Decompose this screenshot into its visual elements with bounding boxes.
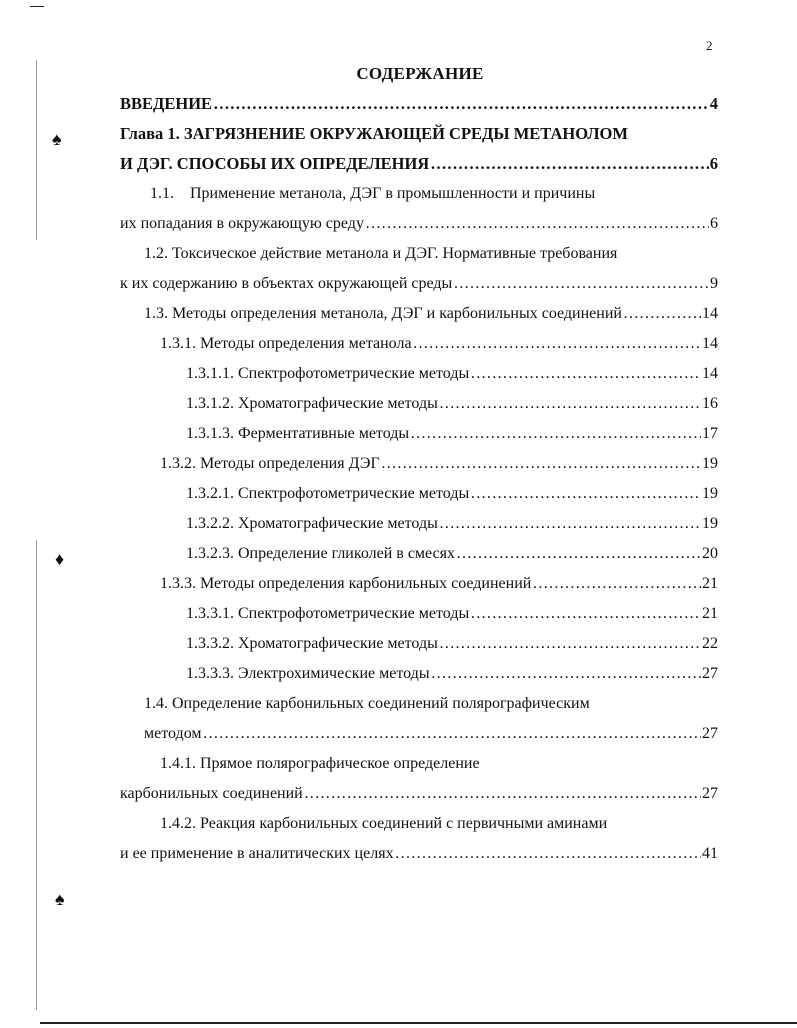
toc-entry-text: И ДЭГ. СПОСОБЫ ИХ ОПРЕДЕЛЕНИЯ	[120, 154, 430, 173]
toc-entry-text: 1.4. Определение карбонильных соединений полярографическим	[144, 695, 590, 712]
toc-entry-page: 27	[702, 785, 718, 802]
toc-entry	[144, 693, 590, 715]
toc-entry-text: 1.3.1.1. Спектрофотометрические методы	[186, 365, 470, 382]
toc-entry-page: 14	[702, 365, 718, 382]
toc-entry	[120, 153, 718, 175]
toc-entry	[186, 393, 718, 415]
toc-entry	[144, 243, 617, 265]
toc-entry	[160, 333, 718, 355]
scan-edge-top	[30, 6, 44, 7]
toc-entry	[120, 783, 718, 805]
toc-entry-text: к их содержанию в объектах окружающей среды	[120, 275, 453, 292]
toc-entry	[120, 213, 718, 235]
toc-entry	[120, 123, 628, 145]
toc-leader-dots	[453, 273, 709, 295]
toc-leader-dots	[470, 603, 701, 625]
punch-hole-mark-3: ♠	[55, 889, 65, 909]
toc-entry-text: 1.2. Токсическое действие метанола и ДЭГ. Нормативные требования	[144, 245, 618, 262]
toc-entry	[144, 303, 718, 325]
toc-entry-text: 1.3.2. Методы определения ДЭГ	[160, 455, 380, 472]
toc-entry	[186, 633, 718, 655]
toc-leader-dots	[410, 423, 701, 445]
toc-entry	[186, 543, 718, 565]
toc-leader-dots	[395, 843, 701, 865]
toc-leader-dots	[381, 453, 701, 475]
toc-entry-page: 19	[702, 455, 718, 472]
toc-leader-dots	[623, 303, 701, 325]
toc-entry-page: 19	[702, 485, 718, 502]
toc-entry-page: 20	[702, 545, 718, 562]
toc-entry-page: 14	[702, 305, 718, 322]
toc-leader-dots	[470, 363, 701, 385]
toc-entry-text: 1.3.1. Методы определения метанола	[160, 335, 412, 352]
toc-entry-text: 1.3.3.1. Спектрофотометрические методы	[186, 605, 470, 622]
toc-entry	[186, 483, 718, 505]
toc-leader-dots	[532, 573, 701, 595]
toc-entry-text: 1.3. Методы определения метанола, ДЭГ и карбонильных соединений	[144, 305, 622, 322]
punch-hole-mark-1: ♠	[52, 129, 62, 149]
toc-entry-text: 1.3.1.2. Хроматографические методы	[186, 395, 438, 412]
toc-entry-text: Глава 1. ЗАГРЯЗНЕНИЕ ОКРУЖАЮЩЕЙ СРЕДЫ МЕТАНОЛОМ	[120, 124, 628, 143]
toc-leader-dots	[304, 783, 701, 805]
toc-entry-page: 9	[710, 275, 718, 292]
toc-entry-page: 6	[710, 215, 718, 232]
toc-entry	[186, 423, 718, 445]
toc-leader-dots	[413, 333, 701, 355]
toc-leader-dots	[430, 153, 709, 175]
toc-entry	[160, 813, 607, 835]
toc-entry-text: 1.4.1. Прямое полярографическое определение	[160, 755, 480, 772]
toc-entry-text: 1.3.1.3. Ферментативные методы	[186, 425, 410, 442]
toc-entry-page: 14	[702, 335, 718, 352]
toc-entry	[160, 453, 718, 475]
toc-entry-page: 4	[709, 94, 718, 113]
toc-entry	[120, 273, 718, 295]
toc-entry-page: 21	[702, 605, 718, 622]
toc-leader-dots	[213, 93, 709, 115]
toc-entry-text: и ее применение в аналитических целях	[120, 845, 394, 862]
toc-entry-page: 21	[702, 575, 718, 592]
toc-entry-page: 22	[702, 635, 718, 652]
toc-entry-text: карбонильных соединений	[120, 785, 303, 802]
toc-leader-dots	[431, 663, 701, 685]
toc-leader-dots	[439, 513, 701, 535]
scan-edge-left-lower	[36, 540, 37, 1010]
toc-entry	[160, 753, 480, 775]
page-number: 2	[706, 38, 713, 53]
toc-entry-text: 1.3.2.3. Определение гликолей в смесях	[186, 545, 455, 562]
toc-entry-page: 27	[702, 665, 718, 682]
toc-entry	[186, 363, 718, 385]
toc-entry-text: 1.1. Применение метанола, ДЭГ в промышленности и причины	[150, 185, 596, 202]
toc-entry-page: 17	[702, 425, 718, 442]
toc-leader-dots	[203, 723, 701, 745]
toc-entry	[186, 513, 718, 535]
toc-entry-text: методом	[144, 725, 202, 742]
toc-entry-text: 1.3.3.3. Электрохимические методы	[186, 665, 430, 682]
toc-entry-text: 1.3.2.1. Спектрофотометрические методы	[186, 485, 470, 502]
toc-entry-text: 1.3.3. Методы определения карбонильных соединений	[160, 575, 532, 592]
toc-entry-text: 1.3.3.2. Хроматографические методы	[186, 635, 438, 652]
toc-entry-page: 41	[702, 845, 718, 862]
toc-entry-page: 27	[702, 725, 718, 742]
toc-entry-text: их попадания в окружающую среду	[120, 215, 364, 232]
toc-entry	[120, 93, 718, 115]
toc-entry	[150, 183, 595, 205]
toc-entry-text: 1.3.2.2. Хроматографические методы	[186, 515, 438, 532]
toc-entry-page: 6	[709, 154, 718, 173]
toc-leader-dots	[365, 213, 709, 235]
toc-entry	[186, 603, 718, 625]
toc-leader-dots	[439, 633, 701, 655]
toc-title: СОДЕРЖАНИЕ	[356, 64, 484, 83]
toc-entry-page: 19	[702, 515, 718, 532]
toc-leader-dots	[456, 543, 701, 565]
scan-edge-bottom	[40, 1022, 797, 1024]
scan-edge-left	[36, 60, 37, 240]
toc-leader-dots	[470, 483, 701, 505]
punch-hole-mark-2: ♦	[55, 549, 65, 569]
toc-entry-page: 16	[702, 395, 718, 412]
toc-entry-text: 1.4.2. Реакция карбонильных соединений с первичными аминами	[160, 815, 608, 832]
toc-entry-text: ВВЕДЕНИЕ	[120, 94, 213, 113]
toc-entry	[144, 723, 718, 745]
toc-leader-dots	[439, 393, 701, 415]
toc-entry	[120, 843, 718, 865]
toc-entry	[186, 663, 718, 685]
toc-entry	[160, 573, 718, 595]
